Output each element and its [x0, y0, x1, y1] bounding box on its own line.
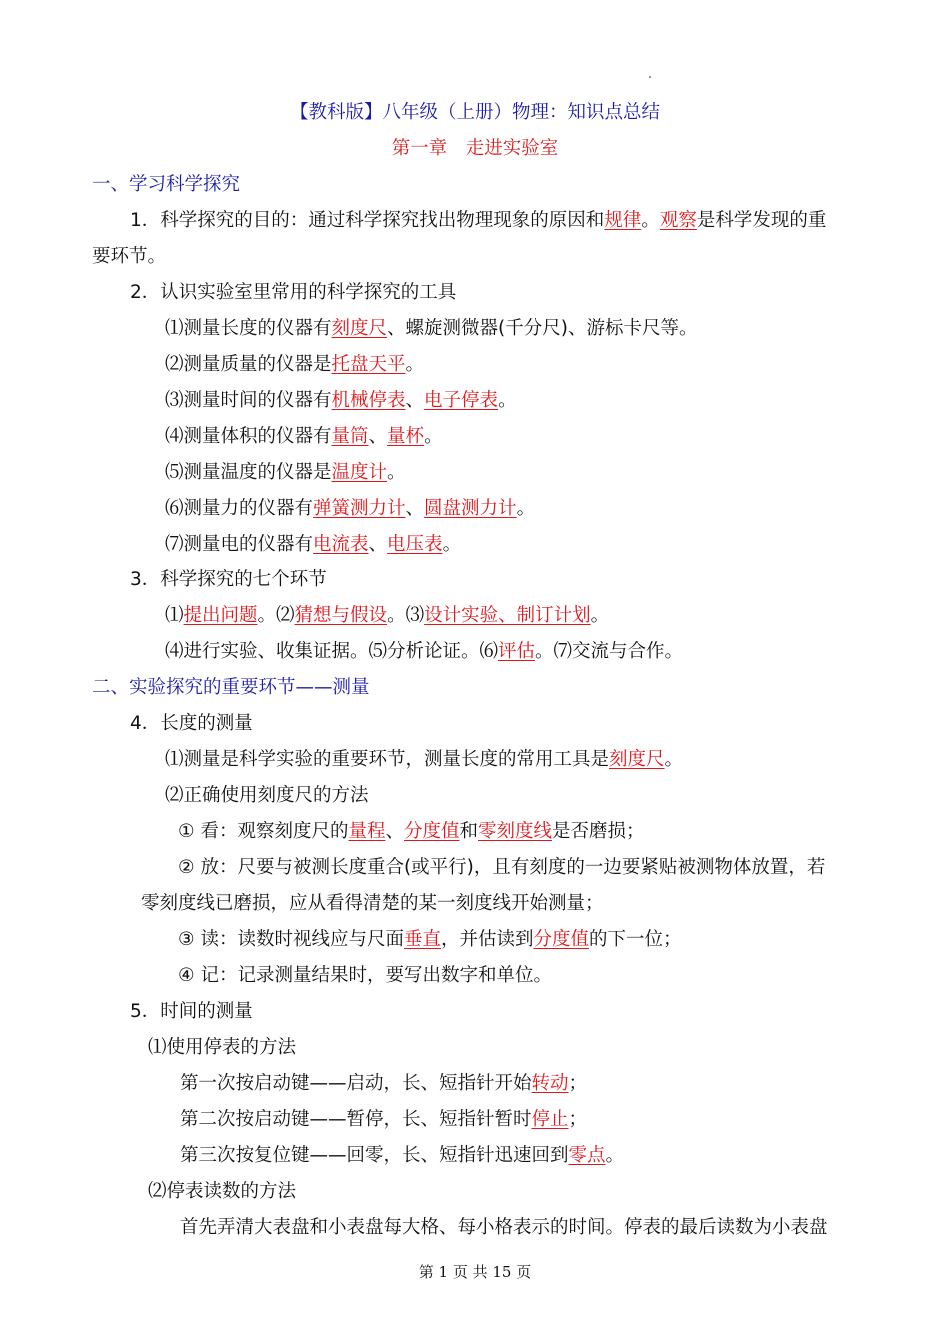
- stopwatch-step-2: [180, 1107, 950, 1133]
- ruler-step-look: [178, 819, 950, 845]
- text: ⑷进行实验、收集证据。⑸分析论证。⑹: [165, 641, 499, 662]
- answer-blank: 分度值: [533, 929, 590, 950]
- tool-item-5: [165, 460, 950, 486]
- text: 。: [641, 210, 660, 231]
- text: 第三次按复位键——回零，长、短指针迅速回到: [180, 1145, 569, 1166]
- stopwatch-step-3: [180, 1143, 950, 1169]
- answer-blank: 零刻度线: [478, 821, 553, 842]
- text: 。⑵: [257, 605, 295, 626]
- text: ③ 读：读数时视线应与尺面: [178, 929, 404, 950]
- paragraph-1: [130, 208, 950, 234]
- ruler-step-place: ② 放：尺要与被测长度重合(或平行)，且有刻度的一边要紧贴被测物体放置，若: [178, 857, 826, 878]
- text: 、: [368, 426, 388, 447]
- page-footer: 第 1 页 共 15 页: [418, 1263, 532, 1281]
- answer-blank: 电压表: [387, 534, 443, 555]
- paragraph-1-continued: 要环节。: [92, 246, 167, 267]
- stray-mark: [649, 76, 651, 78]
- text: 。: [605, 1145, 625, 1166]
- text: 第一次按启动键——启动，长、短指针开始: [180, 1073, 532, 1094]
- text: 。: [590, 605, 610, 626]
- answer-blank: 垂直: [403, 929, 441, 950]
- answer-blank: 设计实验、制订计划: [424, 605, 591, 626]
- stopwatch-usage-heading: ⑴使用停表的方法: [148, 1037, 297, 1058]
- ruler-step-place-continued: 零刻度线已磨损，应从看得清楚的某一刻度线开始测量；: [141, 893, 604, 914]
- text: 。: [442, 534, 462, 555]
- text: 第二次按启动键——暂停，长、短指针暂时: [180, 1109, 532, 1130]
- answer-blank: 弹簧测力计: [313, 498, 406, 519]
- answer-blank: 量杯: [387, 426, 425, 447]
- text: 、: [368, 534, 388, 555]
- text: 是否磨损；: [552, 821, 645, 842]
- text: 。: [498, 390, 517, 411]
- text: 。: [405, 354, 425, 375]
- text: ；: [568, 1109, 588, 1130]
- stopwatch-step-1: [180, 1071, 950, 1097]
- tool-item-2: [165, 352, 950, 378]
- steps-line-2: [165, 639, 950, 665]
- tool-item-7: [165, 532, 950, 558]
- text: 。⑶: [387, 605, 425, 626]
- text: ⑺测量电的仪器有: [165, 534, 314, 555]
- answer-blank: 零点: [568, 1145, 606, 1166]
- item-3-heading: 3．科学探究的七个环节: [130, 569, 327, 590]
- answer-blank: 转动: [531, 1073, 569, 1094]
- length-item-2: ⑵正确使用刻度尺的方法: [165, 785, 369, 806]
- tool-item-1: [165, 316, 950, 342]
- text: 和: [459, 821, 479, 842]
- text: 的下一位；: [589, 929, 682, 950]
- answer-blank: 刻度尺: [609, 749, 665, 770]
- answer-blank: 刻度尺: [331, 318, 388, 339]
- item-5-heading: 5．时间的测量: [130, 1001, 253, 1022]
- text: 是科学发现的重: [696, 210, 827, 231]
- text: ⑴: [165, 605, 184, 626]
- text: ⑵测量质量的仪器是: [165, 354, 332, 375]
- text: 。⑺交流与合作。: [535, 641, 684, 662]
- answer-blank: 电流表: [313, 534, 369, 555]
- text: ⑶测量时间的仪器有: [165, 390, 332, 411]
- section-heading-1: 一、学习科学探究: [92, 174, 241, 195]
- answer-blank: 电子停表: [424, 390, 499, 411]
- tool-item-4: [165, 424, 950, 450]
- text: ⑴测量是科学实验的重要环节，测量长度的常用工具是: [165, 749, 610, 770]
- text: 、: [405, 498, 425, 519]
- text: 、螺旋测微器(千分尺)、游标卡尺等。: [387, 318, 698, 339]
- text: ⑷测量体积的仪器有: [165, 426, 332, 447]
- text: 1．科学探究的目的：通过科学探究找出物理现象的原因和: [130, 210, 605, 231]
- ruler-step-record: ④ 记：记录测量结果时，要写出数字和单位。: [178, 965, 552, 986]
- text: ⑹测量力的仪器有: [165, 498, 314, 519]
- text: ⑴测量长度的仪器有: [165, 318, 332, 339]
- answer-blank: 观察: [659, 210, 697, 231]
- answer-blank: 猜想与假设: [294, 605, 388, 626]
- document-title: 【教科版】八年级（上册）物理：知识点总结: [289, 102, 660, 123]
- answer-blank: 停止: [531, 1109, 569, 1130]
- section-heading-2: 二、实验探究的重要环节——测量: [92, 677, 370, 698]
- text: 、: [385, 821, 404, 842]
- answer-blank: 评估: [498, 641, 536, 662]
- text: ① 看：观察刻度尺的: [178, 821, 349, 842]
- text: 。: [516, 498, 536, 519]
- text: 。: [387, 462, 406, 483]
- text: 。: [424, 426, 443, 447]
- chapter-heading: 第一章 走进实验室: [391, 138, 559, 159]
- item-2-heading: 2．认识实验室里常用的科学探究的工具: [130, 282, 457, 303]
- length-item-1: [165, 747, 950, 773]
- item-4-heading: 4．长度的测量: [130, 713, 253, 734]
- text: ⑸测量温度的仪器是: [165, 462, 332, 483]
- answer-blank: 托盘天平: [331, 354, 406, 375]
- answer-blank: 分度值: [404, 821, 460, 842]
- stopwatch-reading-heading: ⑵停表读数的方法: [148, 1181, 297, 1202]
- answer-blank: 圆盘测力计: [424, 498, 517, 519]
- text: ；: [568, 1073, 588, 1094]
- tool-item-3: [165, 388, 950, 414]
- text: 。: [664, 749, 684, 770]
- answer-blank: 提出问题: [183, 605, 258, 626]
- answer-blank: 量程: [348, 821, 386, 842]
- answer-blank: 量筒: [331, 426, 369, 447]
- stopwatch-reading-text: 首先弄清大表盘和小表盘每大格、每小格表示的时间。停表的最后读数为小表盘: [180, 1217, 828, 1238]
- text: ，并估读到: [440, 929, 534, 950]
- answer-blank: 温度计: [331, 462, 388, 483]
- text: 、: [405, 390, 425, 411]
- answer-blank: 机械停表: [331, 390, 406, 411]
- ruler-step-read: [178, 927, 950, 953]
- answer-blank: 规律: [604, 210, 642, 231]
- steps-line-1: [165, 603, 950, 629]
- tool-item-6: [165, 496, 950, 522]
